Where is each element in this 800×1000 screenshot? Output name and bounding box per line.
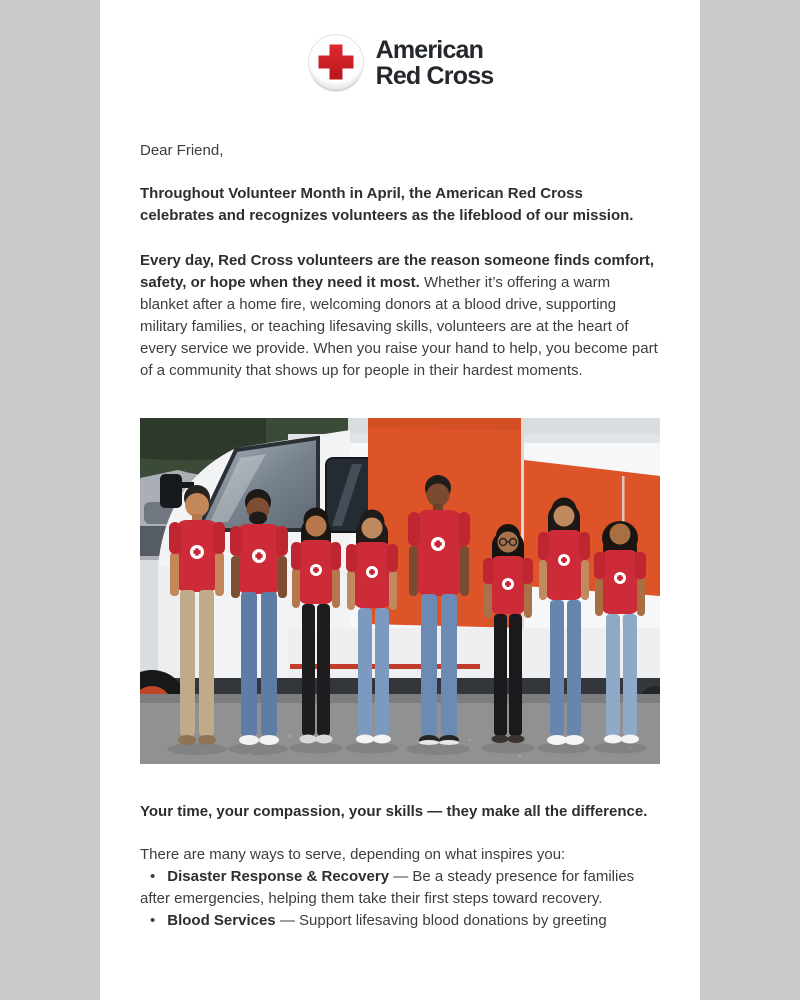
bullet-item-disaster-response: [140, 866, 660, 910]
red-cross-button-icon: [307, 32, 365, 94]
logo-line-1: American: [375, 36, 484, 64]
logo-line-2: Red Cross: [375, 62, 494, 90]
volunteer-month-paragraph: Throughout Volunteer Month in April, the American Red Cross celebrates and recognizes volunteers as the lifeblood of our mission.: [140, 185, 634, 224]
bullet-label: Disaster Response & Recovery: [167, 868, 390, 885]
everyday-volunteers-paragraph: [140, 250, 660, 382]
volunteers-photo: [140, 418, 660, 764]
paragraph-body: Whether it’s offering a warm blanket after a home fire, welcoming donors at a blood drive, supporting military families, or teaching lifesaving skills, volunteers are at the heart of every service we provide. When you raise your hand to help, you become part of a community that shows up for people in their hardest moments.: [140, 274, 658, 379]
american-red-cross-logo[interactable]: [140, 28, 660, 98]
make-the-difference-paragraph: Your time, your compassion, your skills — they make all the difference.: [140, 803, 648, 820]
email-content-area: [100, 0, 700, 1000]
dash-separator: —: [393, 868, 409, 885]
bullet-glyph: •: [150, 912, 156, 929]
bullet-label: Blood Services: [167, 912, 276, 929]
paragraph-bold-lead: Every day, Red Cross volunteers are the reason someone finds comfort, safety, or hope when they need it most.: [140, 252, 655, 291]
bullet-item-blood-services: [140, 910, 660, 932]
bullet-text: Be a steady presence for families after emergencies, helping them take their first steps toward recovery.: [140, 868, 635, 907]
ways-to-serve-section: [140, 844, 660, 932]
ways-intro-text: There are many ways to serve, depending on what inspires you:: [140, 846, 566, 863]
volunteers-photo-illustration: [140, 418, 660, 764]
greeting-text: Dear Friend,: [140, 142, 224, 159]
dash-separator: —: [279, 912, 295, 929]
logo-wordmark: [376, 37, 494, 89]
bullet-text: Support lifesaving blood donations by greeting: [299, 912, 607, 929]
bullet-glyph: •: [150, 868, 156, 885]
